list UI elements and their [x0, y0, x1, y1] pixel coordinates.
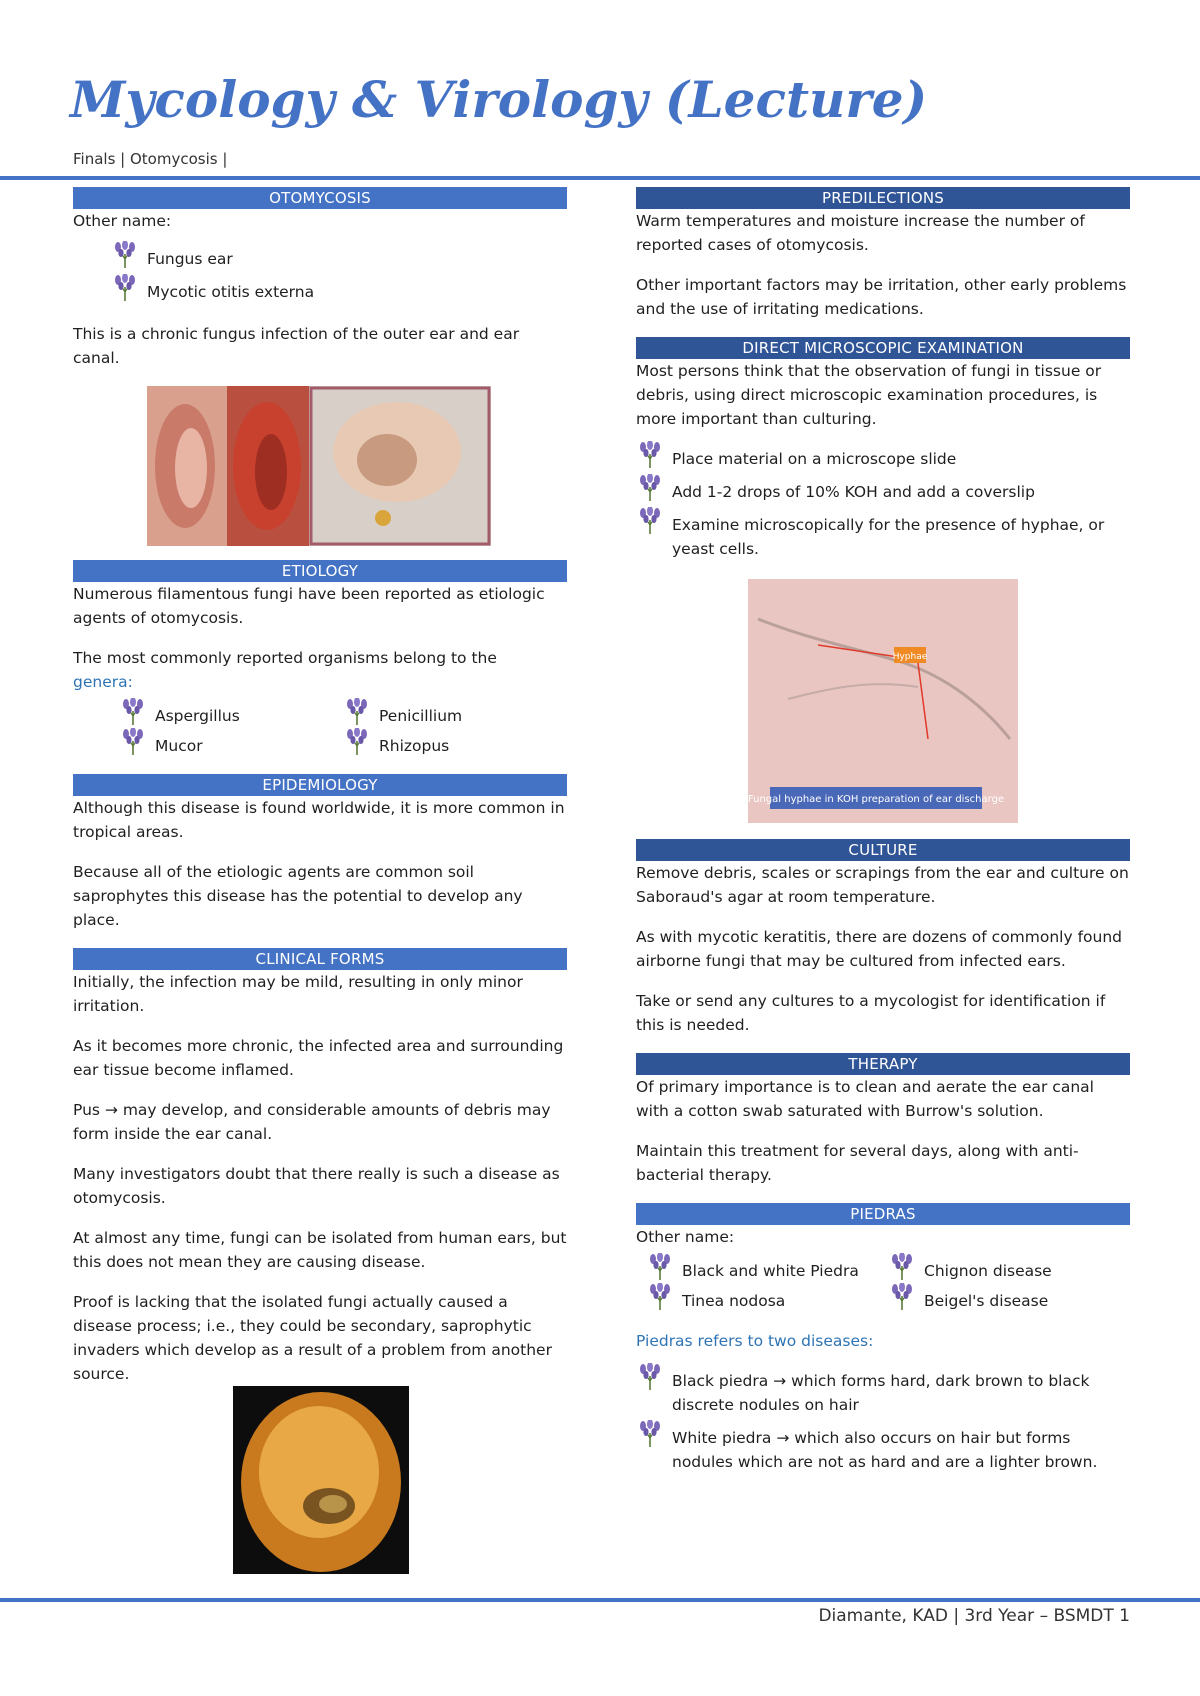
clinical-paragraph: Initially, the infection may be mild, resulting in only minor irritation.: [73, 973, 523, 1015]
list-item: Aspergillus: [119, 704, 343, 728]
list-item: Rhizopus: [343, 734, 567, 758]
ear-canal-photo: [233, 1386, 409, 1574]
lavender-icon: [111, 274, 139, 302]
piedras-names-list: [646, 1259, 1130, 1313]
ear-infection-photo: [147, 386, 491, 546]
lavender-icon: [636, 1363, 664, 1391]
list-item: Penicillium: [343, 704, 567, 728]
lavender-icon: [343, 698, 371, 726]
culture-paragraph: Remove debris, scales or scrapings from the ear and culture on Saboraud's agar at room temperature.: [636, 864, 1129, 906]
lavender-icon: [888, 1283, 916, 1311]
culture-paragraph: Take or send any cultures to a mycologist for identification if this is needed.: [636, 992, 1106, 1034]
section-heading-therapy: THERAPY: [636, 1053, 1130, 1075]
header-rule: [0, 176, 1200, 180]
clinical-paragraph: At almost any time, fungi can be isolated from human ears, but this does not mean they are causing disease.: [73, 1229, 567, 1271]
lavender-icon: [343, 728, 371, 756]
breadcrumb: Finals | Otomycosis |: [73, 150, 228, 168]
section-heading-piedras: PIEDRAS: [636, 1203, 1130, 1225]
epidemiology-paragraph: Because all of the etiologic agents are common soil saprophytes this disease has the potential to develop any place.: [73, 863, 523, 929]
lavender-icon: [888, 1253, 916, 1281]
culture-paragraph: As with mycotic keratitis, there are dozens of commonly found airborne fungi that may be cultured from infected ears.: [636, 928, 1123, 970]
other-name-label: Other name:: [73, 212, 172, 230]
clinical-paragraph: Pus → may develop, and considerable amounts of debris may form inside the ear canal.: [73, 1101, 551, 1143]
section-heading-clinical-forms: CLINICAL FORMS: [73, 948, 567, 970]
otomycosis-names-list: [111, 247, 567, 304]
list-item: Add 1-2 drops of 10% KOH and add a coverslip: [636, 480, 1130, 504]
direct-exam-paragraph: Most persons think that the observation of fungi in tissue or debris, using direct microscopic examination procedures, is more important than culturing.: [636, 362, 1102, 428]
lavender-icon: [636, 1420, 664, 1448]
hyphae-label: Hyphae: [892, 652, 928, 662]
list-item: Fungus ear: [111, 247, 567, 271]
etiology-genera-intro: The most commonly reported organisms belong to the genera:: [73, 649, 497, 691]
predilections-paragraph: Warm temperatures and moisture increase the number of reported cases of otomycosis.: [636, 212, 1085, 254]
clinical-paragraph: Proof is lacking that the isolated fungi actually caused a disease process; i.e., they could be secondary, saprophytic invaders which develop as a result of a problem from another source.: [73, 1293, 552, 1383]
piedras-refers-label: Piedras refers to two diseases:: [636, 1332, 874, 1350]
direct-exam-steps: [636, 447, 1130, 561]
footer-rule: [0, 1598, 1200, 1602]
lavender-icon: [636, 507, 664, 535]
list-item: Examine microscopically for the presence of hyphae, or yeast cells.: [636, 513, 1130, 561]
otomycosis-definition: This is a chronic fungus infection of the outer ear and ear canal.: [73, 325, 520, 367]
page-title: Mycology & Virology (Lecture): [70, 70, 928, 129]
list-item: Tinea nodosa: [646, 1289, 888, 1313]
epidemiology-paragraph: Although this disease is found worldwide, it is more common in tropical areas.: [73, 799, 565, 841]
lavender-icon: [636, 474, 664, 502]
left-column: [73, 187, 567, 1574]
genera-list: [119, 704, 567, 758]
section-heading-etiology: ETIOLOGY: [73, 560, 567, 582]
clinical-paragraph: As it becomes more chronic, the infected area and surrounding ear tissue become inflamed.: [73, 1037, 564, 1079]
list-item: Black and white Piedra: [646, 1259, 888, 1283]
therapy-paragraph: Of primary importance is to clean and aerate the ear canal with a cotton swab saturated with Burrow's solution.: [636, 1078, 1094, 1120]
lavender-icon: [636, 441, 664, 469]
list-item: Place material on a microscope slide: [636, 447, 1130, 471]
figure-caption: Fungal hyphae in KOH preparation of ear discharge: [748, 794, 1005, 805]
lavender-icon: [119, 728, 147, 756]
section-heading-predilections: PREDILECTIONS: [636, 187, 1130, 209]
other-name-label: Other name:: [636, 1228, 735, 1246]
list-item: Black piedra → which forms hard, dark brown to black discrete nodules on hair: [636, 1369, 1130, 1417]
list-item: White piedra → which also occurs on hair but forms nodules which are not as hard and are a lighter brown.: [636, 1426, 1130, 1474]
lavender-icon: [646, 1253, 674, 1281]
list-item: Beigel's disease: [888, 1289, 1130, 1313]
page-footer: Diamante, KAD | 3rd Year – BSMDT 1: [818, 1606, 1130, 1626]
section-heading-epidemiology: EPIDEMIOLOGY: [73, 774, 567, 796]
lavender-icon: [111, 241, 139, 269]
etiology-paragraph: Numerous filamentous fungi have been reported as etiologic agents of otomycosis.: [73, 585, 545, 627]
clinical-paragraph: Many investigators doubt that there really is such a disease as otomycosis.: [73, 1165, 560, 1207]
right-column: [636, 187, 1130, 1492]
list-item: Mycotic otitis externa: [111, 280, 567, 304]
section-heading-direct-exam: DIRECT MICROSCOPIC EXAMINATION: [636, 337, 1130, 359]
therapy-paragraph: Maintain this treatment for several days, along with anti-bacterial therapy.: [636, 1142, 1079, 1184]
section-heading-culture: CULTURE: [636, 839, 1130, 861]
piedras-diseases-list: [636, 1369, 1130, 1474]
list-item: Chignon disease: [888, 1259, 1130, 1283]
lavender-icon: [119, 698, 147, 726]
section-heading-otomycosis: OTOMYCOSIS: [73, 187, 567, 209]
koh-microscopy-photo: [748, 579, 1018, 823]
lavender-icon: [646, 1283, 674, 1311]
predilections-paragraph: Other important factors may be irritation, other early problems and the use of irritating medications.: [636, 276, 1127, 318]
list-item: Mucor: [119, 734, 343, 758]
